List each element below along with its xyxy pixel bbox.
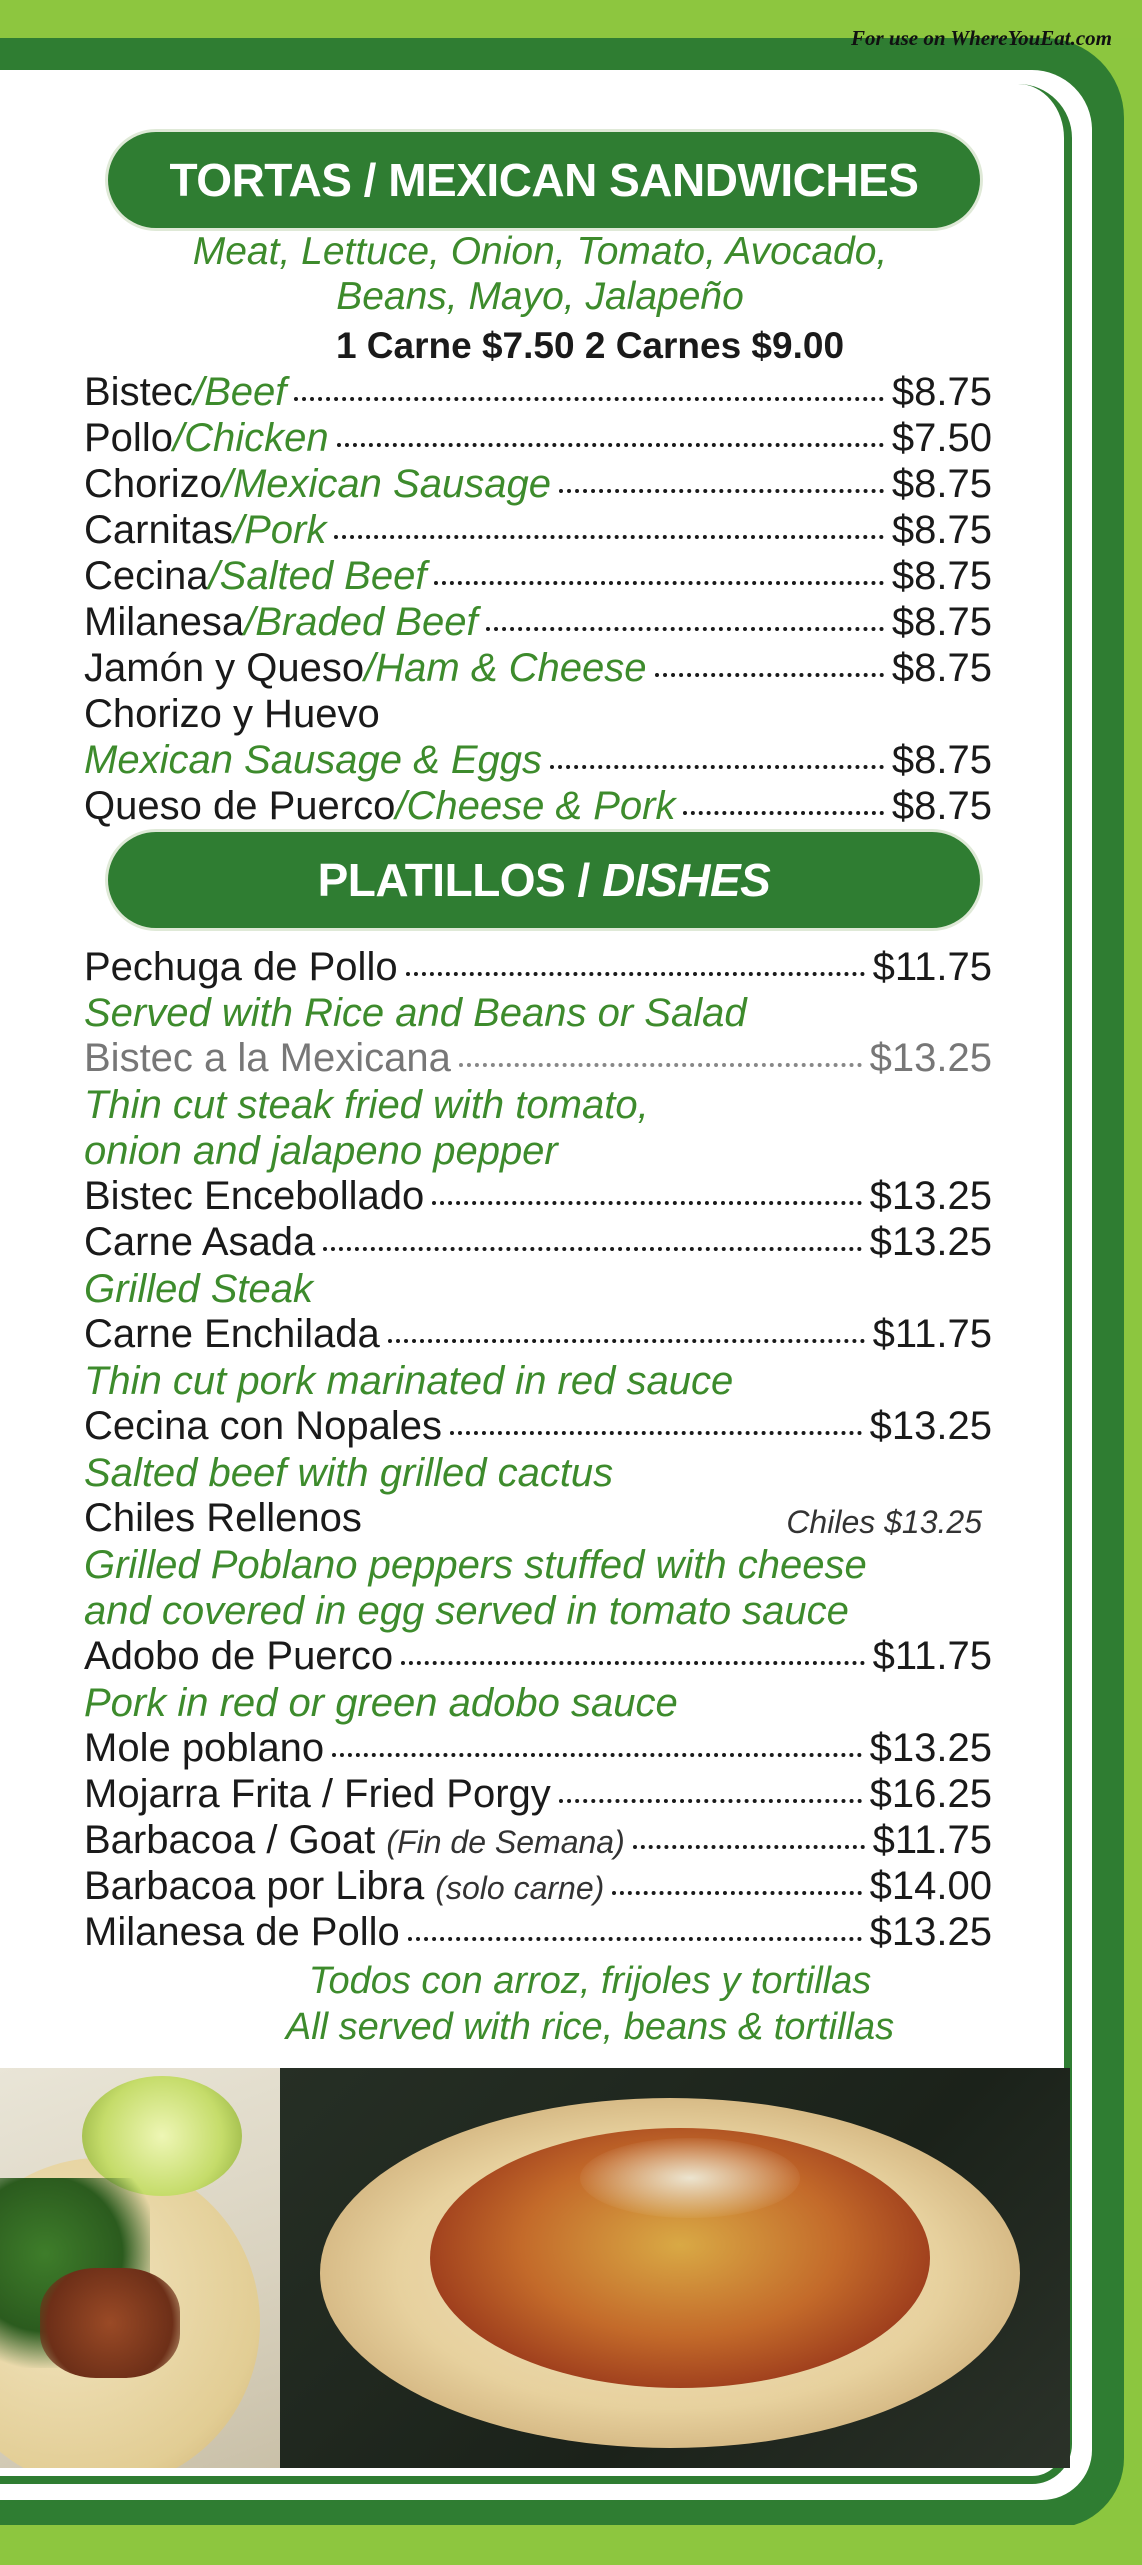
item-description: and covered in egg served in tomato sauce xyxy=(84,1589,849,1633)
menu-item xyxy=(84,1220,992,1266)
item-name: Carne Enchilada xyxy=(84,1312,380,1356)
item-price: $13.25 xyxy=(869,1404,992,1448)
item-price: $8.75 xyxy=(891,508,992,552)
tortas-ingredients-line-2: Beans, Mayo, Jalapeño xyxy=(336,275,744,318)
menu-item xyxy=(84,508,992,554)
item-note: (Fin de Semana) xyxy=(386,1824,625,1860)
item-description: Salted beef with grilled cactus xyxy=(84,1451,614,1495)
item-separator: / xyxy=(244,600,256,644)
taco-meat xyxy=(40,2268,180,2378)
menu-item xyxy=(84,1772,992,1818)
item-name: Cecina xyxy=(84,554,209,598)
dot-leader xyxy=(655,673,884,677)
dot-leader xyxy=(408,1937,862,1941)
tortas-carne-prices: 1 Carne $7.50 2 Carnes $9.00 xyxy=(335,325,845,366)
dot-leader xyxy=(550,765,884,769)
item-name: Chorizo xyxy=(84,462,222,506)
item-note: (solo carne) xyxy=(435,1870,605,1906)
menu-item xyxy=(84,945,992,991)
menu-item xyxy=(84,738,992,784)
site-note: For use on WhereYouEat.com xyxy=(851,26,1112,50)
item-name: Barbacoa por Libra xyxy=(84,1864,425,1908)
item-price: $13.25 xyxy=(869,1174,992,1218)
platillos-header xyxy=(108,832,980,928)
menu-item xyxy=(84,416,992,462)
menu-item xyxy=(84,1174,992,1220)
item-name: Jamón y Queso xyxy=(84,646,365,690)
menu-item xyxy=(84,1910,992,1956)
item-description: Grilled Poblano peppers stuffed with cheese xyxy=(84,1543,867,1587)
item-name: Mole poblano xyxy=(84,1726,325,1770)
item-price: $8.75 xyxy=(891,370,992,414)
item-name: Cecina con Nopales xyxy=(84,1404,442,1448)
dot-leader xyxy=(323,1247,861,1251)
item-name: Pechuga de Pollo xyxy=(84,945,398,989)
item-english: Braded Beef xyxy=(255,600,478,644)
menu-item xyxy=(84,1864,992,1910)
dot-leader xyxy=(459,1063,862,1067)
dot-leader xyxy=(332,1753,861,1757)
item-name: Milanesa xyxy=(84,600,245,644)
item-description: Thin cut pork marinated in red sauce xyxy=(84,1359,734,1403)
dot-leader xyxy=(559,489,884,493)
served-with-spanish: Todos con arroz, frijoles y tortillas xyxy=(308,1960,872,2002)
item-name: Bistec Encebollado xyxy=(84,1174,425,1218)
item-name: Mojarra Frita / Fried Porgy xyxy=(84,1772,551,1816)
item-price: $13.25 xyxy=(869,1220,992,1264)
dot-leader xyxy=(559,1799,862,1803)
tortas-header-text: TORTAS / MEXICAN SANDWICHES xyxy=(169,154,919,206)
item-name: Adobo de Puerco xyxy=(84,1634,394,1678)
item-name: Bistec xyxy=(84,370,193,414)
menu-item xyxy=(84,1726,992,1772)
item-price: $8.75 xyxy=(891,554,992,598)
menu-item xyxy=(84,784,992,830)
platillos-header-text: PLATILLOS / xyxy=(317,854,590,906)
menu-item xyxy=(84,1818,992,1864)
platillos-header-italic: DISHES xyxy=(602,854,771,906)
dot-leader xyxy=(294,397,884,401)
item-name: Chiles Rellenos xyxy=(84,1496,362,1540)
dot-leader xyxy=(683,811,883,815)
menu-item xyxy=(84,646,992,692)
item-description: Grilled Steak xyxy=(84,1267,313,1311)
item-english: Beef xyxy=(204,370,287,414)
dot-leader xyxy=(434,581,883,585)
menu-item xyxy=(84,370,992,416)
dot-leader xyxy=(406,972,865,976)
menu-item xyxy=(84,1634,992,1680)
item-price: $7.50 xyxy=(891,416,992,460)
item-description: Served with Rice and Beans or Salad xyxy=(84,991,747,1035)
served-with-english: All served with rice, beans & tortillas xyxy=(285,2006,895,2048)
item-separator: / xyxy=(221,462,233,506)
item-name: Bistec a la Mexicana xyxy=(84,1036,451,1080)
item-name: Chorizo y Huevo xyxy=(84,692,380,736)
item-separator: / xyxy=(232,508,245,552)
item-price: $13.25 xyxy=(869,1726,992,1770)
item-name: Barbacoa / Goat xyxy=(84,1818,376,1862)
item-name: Carnitas xyxy=(84,508,233,552)
menu-item xyxy=(84,1312,992,1358)
item-name: Pollo xyxy=(84,416,173,460)
item-name: Milanesa de Pollo xyxy=(84,1910,400,1954)
item-english: Cheese & Pork xyxy=(406,784,676,828)
item-price: $8.75 xyxy=(891,646,992,690)
item-price: $8.75 xyxy=(891,784,992,828)
item-separator: / xyxy=(192,370,205,414)
dot-leader xyxy=(633,1845,865,1849)
dot-leader xyxy=(486,627,884,631)
item-separator: / xyxy=(364,646,376,690)
item-description: onion and jalapeno pepper xyxy=(84,1129,558,1173)
item-separator: / xyxy=(172,416,185,460)
menu-item xyxy=(84,1036,992,1082)
dot-leader xyxy=(450,1431,862,1435)
bottom-band xyxy=(0,2525,1142,2565)
item-price: $8.75 xyxy=(891,738,992,782)
item-english: Mexican Sausage xyxy=(232,462,551,506)
tortas-ingredients-line-1: Meat, Lettuce, Onion, Tomato, Avocado, xyxy=(192,230,888,273)
menu-item xyxy=(84,554,992,600)
item-english: Pork xyxy=(244,508,327,552)
dot-leader xyxy=(337,443,884,447)
menu-item xyxy=(84,1404,992,1450)
item-price: $14.00 xyxy=(869,1864,992,1908)
tostada-photo xyxy=(280,2068,1070,2468)
item-description: Thin cut steak fried with tomato, xyxy=(84,1083,649,1127)
item-price: $11.75 xyxy=(872,1634,992,1678)
tortas-header xyxy=(108,132,980,228)
dot-leader xyxy=(432,1201,861,1205)
item-price: $11.75 xyxy=(872,1818,992,1862)
dot-leader xyxy=(612,1891,861,1895)
dot-leader xyxy=(401,1661,865,1665)
item-price: $8.75 xyxy=(891,600,992,644)
item-price: $8.75 xyxy=(891,462,992,506)
item-price: $16.25 xyxy=(869,1772,992,1816)
item-name: Carne Asada xyxy=(84,1220,316,1264)
dot-leader xyxy=(388,1339,865,1343)
menu-item xyxy=(84,600,992,646)
taco-photo xyxy=(0,2068,280,2468)
item-english: Chicken xyxy=(184,416,329,460)
item-name: Queso de Puerco xyxy=(84,784,396,828)
item-separator: / xyxy=(395,784,407,828)
item-english: Salted Beef xyxy=(219,554,427,598)
chiles-price-note: Chiles $13.25 xyxy=(786,1504,982,1540)
menu-item xyxy=(84,462,992,508)
crumbled-cheese xyxy=(580,2138,800,2218)
item-description: Pork in red or green adobo sauce xyxy=(84,1681,678,1725)
item-english: Mexican Sausage & Eggs xyxy=(84,738,543,782)
item-price: $13.25 xyxy=(869,1910,992,1954)
item-price: $11.75 xyxy=(872,945,992,989)
item-price: $13.25 xyxy=(869,1036,992,1080)
item-english: Ham & Cheese xyxy=(375,646,647,690)
item-price: $11.75 xyxy=(872,1312,992,1356)
item-separator: / xyxy=(208,554,220,598)
dot-leader xyxy=(334,535,884,539)
menu-item-chorizo-huevo xyxy=(84,692,992,738)
